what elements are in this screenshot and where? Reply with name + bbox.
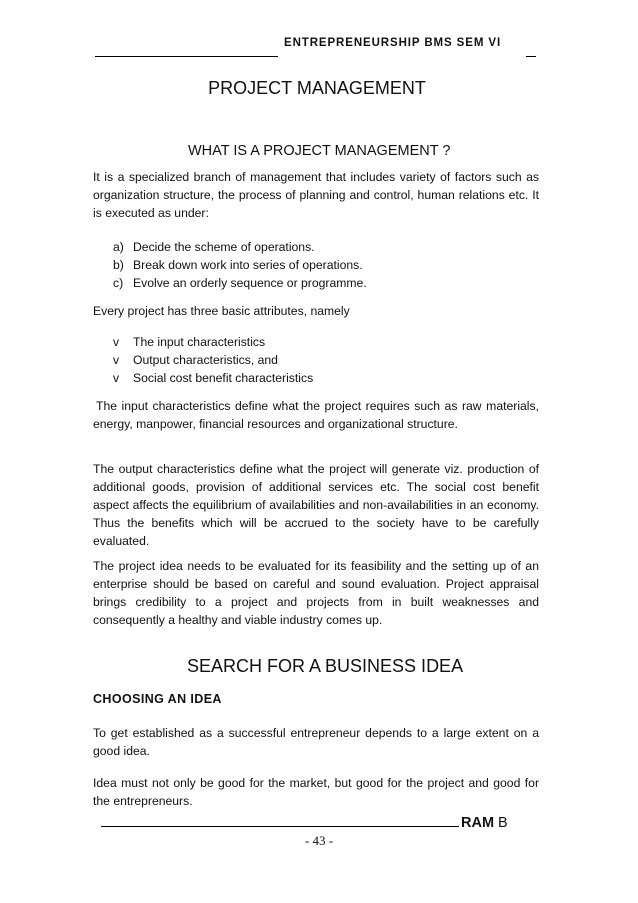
section-title: SEARCH FOR A BUSINESS IDEA [187, 656, 464, 676]
list-item [113, 238, 367, 256]
author-bold: RAM [461, 815, 495, 831]
page-title [0, 78, 638, 99]
list-marker: v [113, 335, 120, 349]
list-marker: b) [113, 258, 124, 272]
established-paragraph: To get established as a successful entrepreneur depends to a large extent on a good idea. [93, 726, 539, 758]
author-rest: B [494, 815, 508, 831]
idea-paragraph: The project idea needs to be evaluated for its feasibility and the setting up of an enterprise should be based on careful and sound evaluation. Project appraisal brings credibility to a project and projects from in built weaknesses and consequently a healthy and viable industry comes up. [93, 559, 539, 627]
header-rule-end [526, 56, 536, 57]
list-item [113, 351, 313, 369]
list-item [113, 369, 313, 387]
running-header: ENTREPRENEURSHIP BMS SEM VI [284, 37, 502, 49]
output-paragraph: The output characteristics define what the project will generate viz. production of additional goods, provision of additional services etc. The social cost benefit aspect affects the equilibrium of availabilities and non-availabilities in an economy. Thus the benefits which will be accrued to the society have to be carefully evaluated. [93, 462, 539, 548]
page-title-text: PROJECT MANAGEMENT [208, 78, 426, 98]
list-item [113, 333, 313, 351]
list-item-text: Evolve an orderly sequence or programme. [133, 276, 367, 290]
footer-rule [101, 826, 459, 827]
list-marker: v [113, 353, 120, 367]
list-item-text: The input characteristics [133, 335, 266, 349]
attributes-intro: Every project has three basic attributes, namely [93, 304, 350, 318]
list-item [113, 274, 367, 292]
list-marker: v [113, 371, 120, 385]
list-item-text: Social cost benefit characteristics [133, 371, 314, 385]
page-number: - 43 - [304, 833, 334, 848]
list-item-text: Decide the scheme of operations. [133, 240, 315, 254]
steps-list [113, 238, 367, 292]
list-item [113, 256, 367, 274]
section-subtitle: WHAT IS A PROJECT MANAGEMENT ? [188, 143, 451, 159]
list-item-text: Break down work into series of operations. [133, 258, 363, 272]
list-marker: a) [113, 240, 124, 254]
section-subheading: CHOOSING AN IDEA [93, 692, 222, 706]
list-marker: c) [113, 276, 124, 290]
footer-author [461, 815, 508, 831]
list-item-text: Output characteristics, and [133, 353, 278, 367]
header-rule [95, 56, 278, 57]
market-paragraph: Idea must not only be good for the market, but good for the project and good for the entrepreneurs. [93, 776, 539, 808]
input-paragraph: The input characteristics define what the project requires such as raw materials, energy, manpower, financial resources and organizational structure. [93, 399, 539, 431]
attributes-list [113, 333, 313, 387]
intro-paragraph: It is a specialized branch of management that includes variety of factors such as organization structure, the process of planning and control, human relations etc. It is executed as under: [93, 170, 539, 220]
